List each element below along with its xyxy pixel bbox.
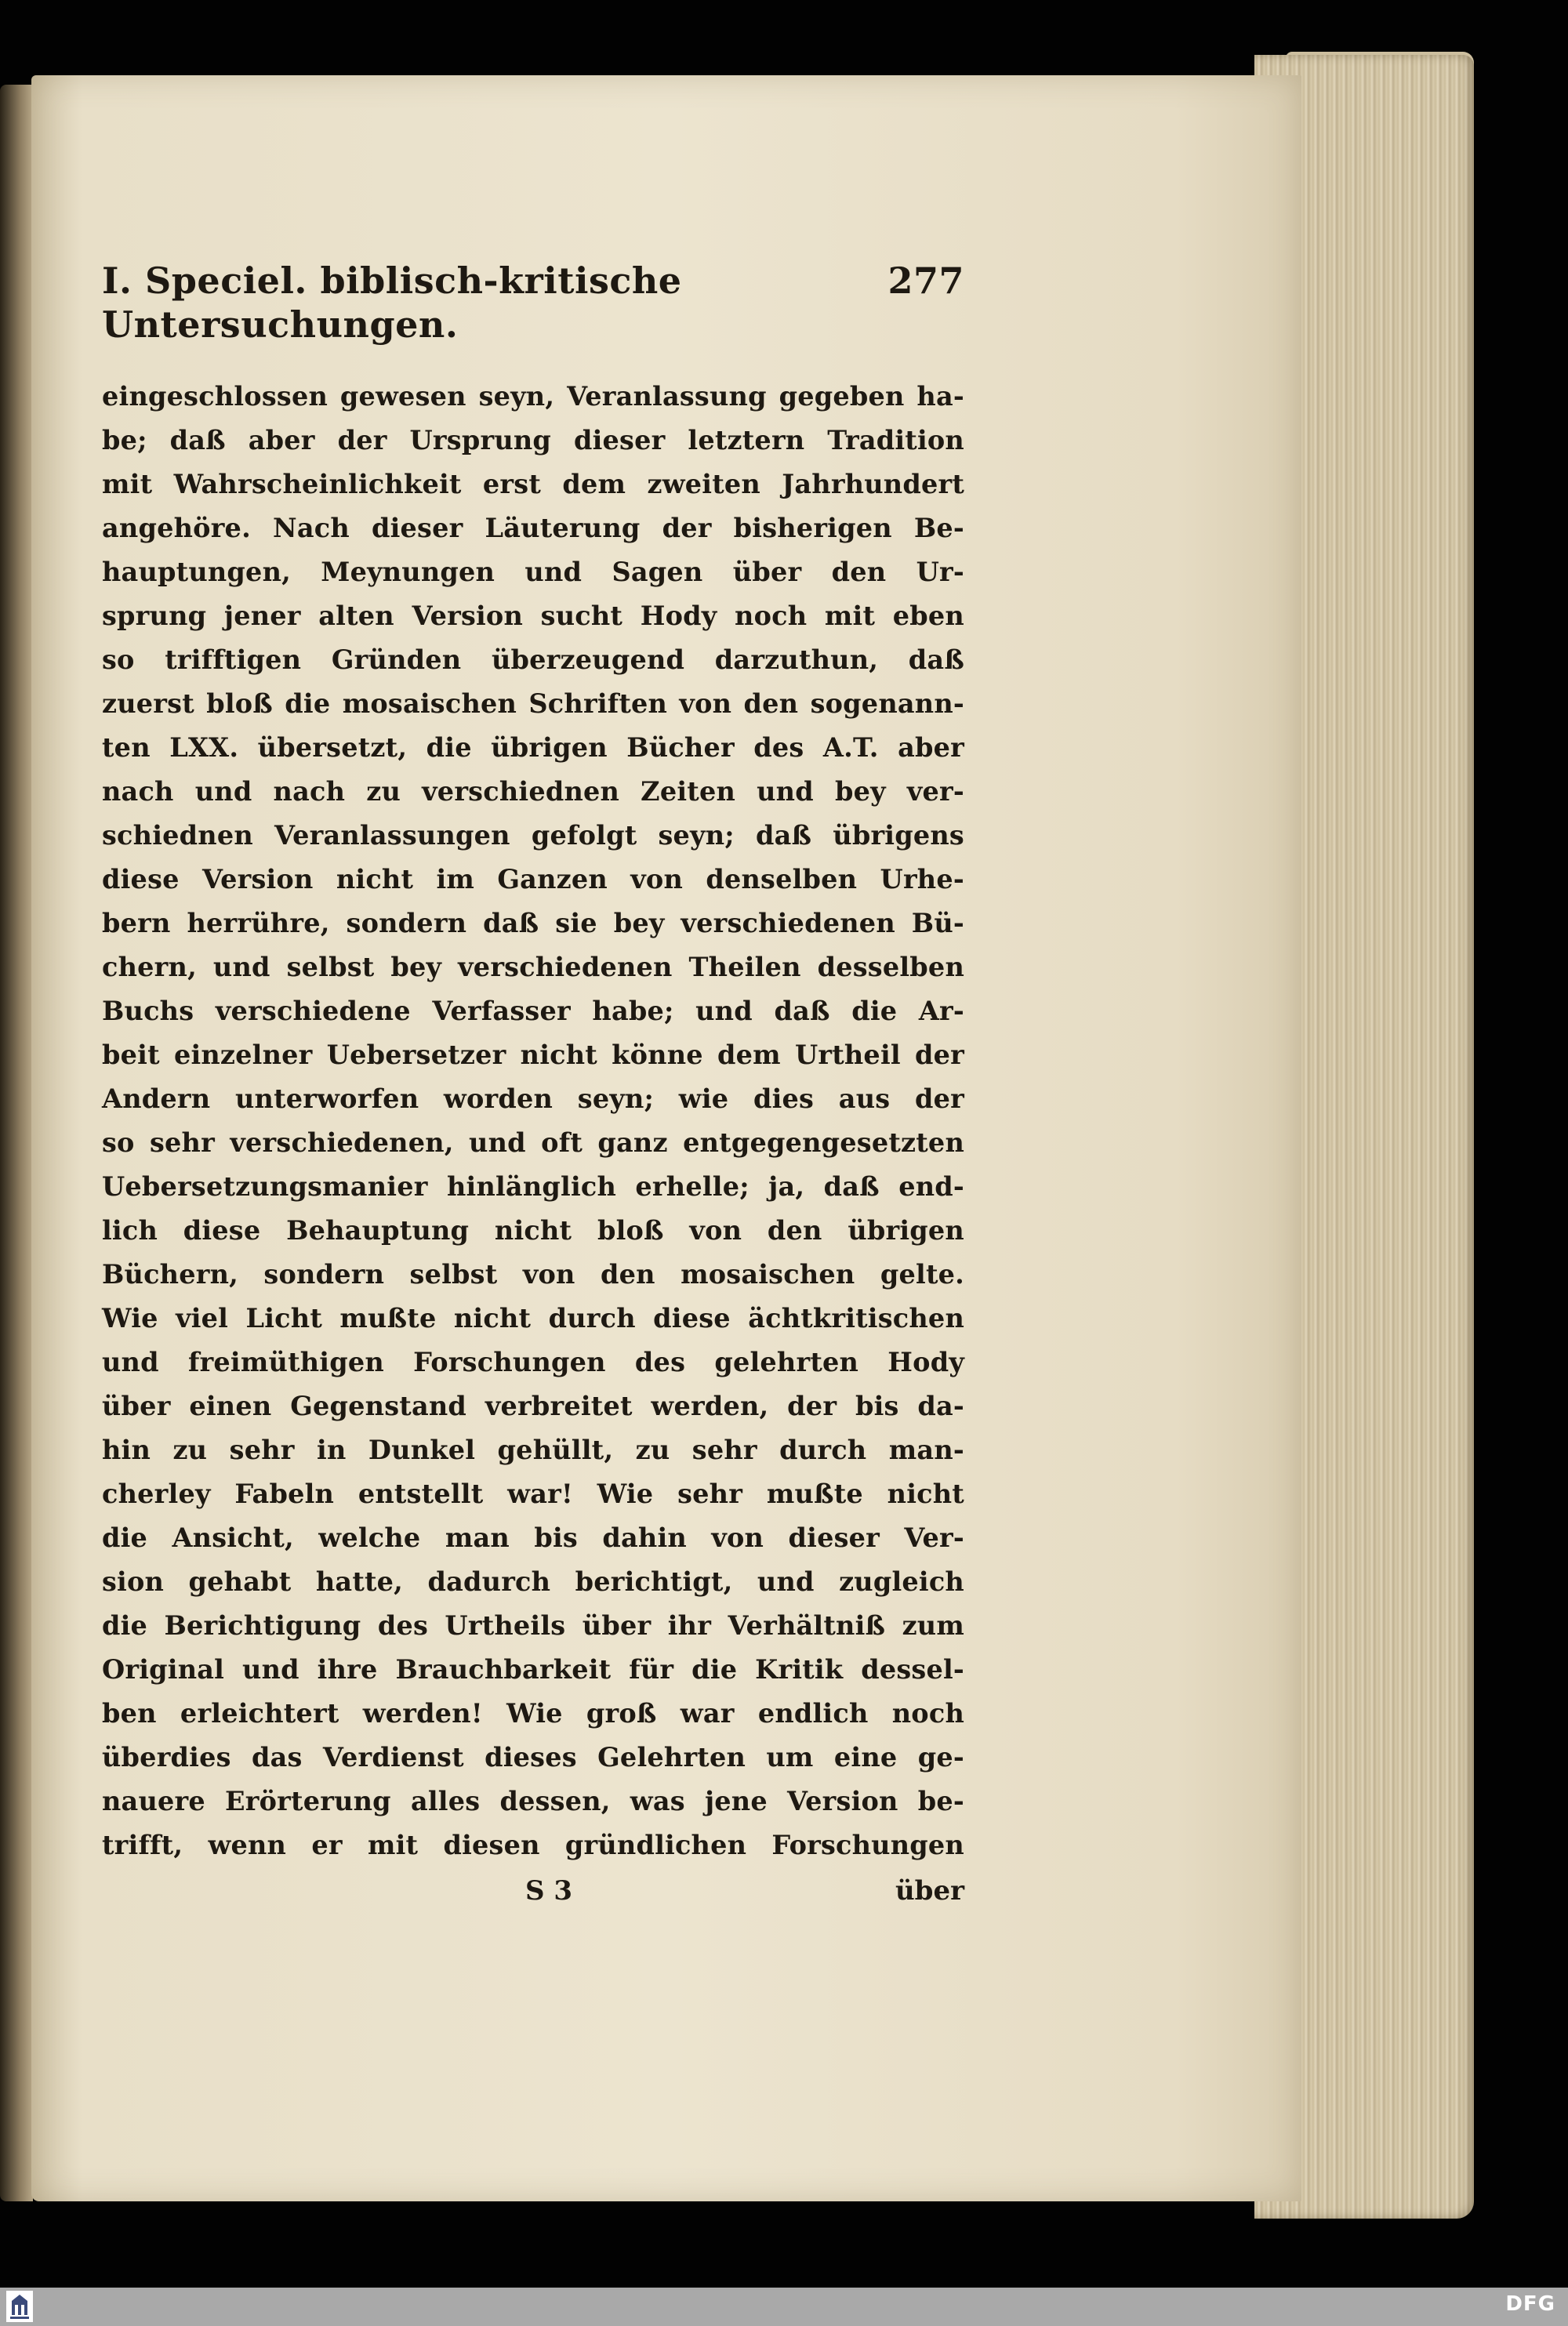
text-line: Original und ihre Brauchbarkeit für die Kritik dessel- [102, 1654, 964, 1685]
text-line: nach und nach zu verschiednen Zeiten und bey ver- [102, 776, 964, 807]
text-line: so trifftigen Gründen überzeugend darzuthun, daß [102, 644, 964, 675]
text-line: beit einzelner Uebersetzer nicht könne dem Urtheil der [102, 1040, 964, 1070]
text-line: sion gehabt hatte, dadurch berichtigt, und zugleich [102, 1566, 964, 1597]
text-block [102, 259, 964, 1913]
text-line: cherley Fabeln entstellt war! Wie sehr mußte nicht [102, 1479, 964, 1509]
signature-mark: S 3 [525, 1875, 573, 1907]
text-line: diese Version nicht im Ganzen von denselben Urhe- [102, 864, 964, 894]
text-line: Buchs verschiedene Verfasser habe; und daß die Ar- [102, 996, 964, 1026]
text-line: ten LXX. übersetzt, die übrigen Bücher des A.T. aber [102, 732, 964, 763]
text-line: schiednen Veranlassungen gefolgt seyn; daß übrigens [102, 820, 964, 851]
library-logo-icon [6, 2291, 33, 2322]
text-line: ben erleichtert werden! Wie groß war endlich noch [102, 1698, 964, 1729]
book-edge-left [0, 85, 33, 2201]
text-line: mit Wahrscheinlichkeit erst dem zweiten Jahrhundert [102, 469, 964, 499]
running-title: I. Speciel. biblisch-kritische Untersuchungen. [102, 259, 682, 346]
text-line: be; daß aber der Ursprung dieser letztern Tradition [102, 425, 964, 455]
text-line: eingeschlossen gewesen seyn, Veranlassung gegeben ha- [102, 381, 964, 412]
text-line: nauere Erörterung alles dessen, was jene Version be- [102, 1786, 964, 1816]
dfg-logo: DFG [1505, 2292, 1555, 2316]
catchword: über [895, 1875, 964, 1907]
running-head [102, 259, 964, 347]
text-line: die Ansicht, welche man bis dahin von dieser Ver- [102, 1522, 964, 1553]
text-line: so sehr verschiedenen, und oft ganz entgegengesetzten [102, 1127, 964, 1158]
body-text [102, 375, 964, 1867]
page-footer [102, 1869, 964, 1913]
text-line: überdies das Verdienst dieses Gelehrten um eine ge- [102, 1742, 964, 1773]
text-line: sprung jener alten Version sucht Hody noch mit eben [102, 601, 964, 631]
text-line: und freimüthigen Forschungen des gelehrten Hody [102, 1347, 964, 1377]
page-number: 277 [887, 259, 964, 302]
text-line: angehöre. Nach dieser Läuterung der bisherigen Be- [102, 513, 964, 543]
text-line: die Berichtigung des Urtheils über ihr Verhältniß zum [102, 1610, 964, 1641]
text-line: hauptungen, Meynungen und Sagen über den Ur- [102, 557, 964, 587]
text-line: bern herrühre, sondern daß sie bey verschiedenen Bü- [102, 908, 964, 938]
viewer-footer-bar [0, 2288, 1568, 2326]
text-line: zuerst bloß die mosaischen Schriften von den sogenann- [102, 688, 964, 719]
text-line: hin zu sehr in Dunkel gehüllt, zu sehr durch man- [102, 1435, 964, 1465]
text-line: Büchern, sondern selbst von den mosaischen gelte. [102, 1259, 964, 1290]
text-line: über einen Gegenstand verbreitet werden, der bis da- [102, 1391, 964, 1421]
text-line: lich diese Behauptung nicht bloß von den übrigen [102, 1215, 964, 1246]
text-line: Wie viel Licht mußte nicht durch diese ächtkritischen [102, 1303, 964, 1334]
text-line: Andern unterworfen worden seyn; wie dies aus der [102, 1083, 964, 1114]
text-line: Uebersetzungsmanier hinlänglich erhelle; ja, daß end- [102, 1171, 964, 1202]
text-line: chern, und selbst bey verschiedenen Theilen desselben [102, 952, 964, 982]
text-line: trifft, wenn er mit diesen gründlichen Forschungen [102, 1830, 964, 1860]
